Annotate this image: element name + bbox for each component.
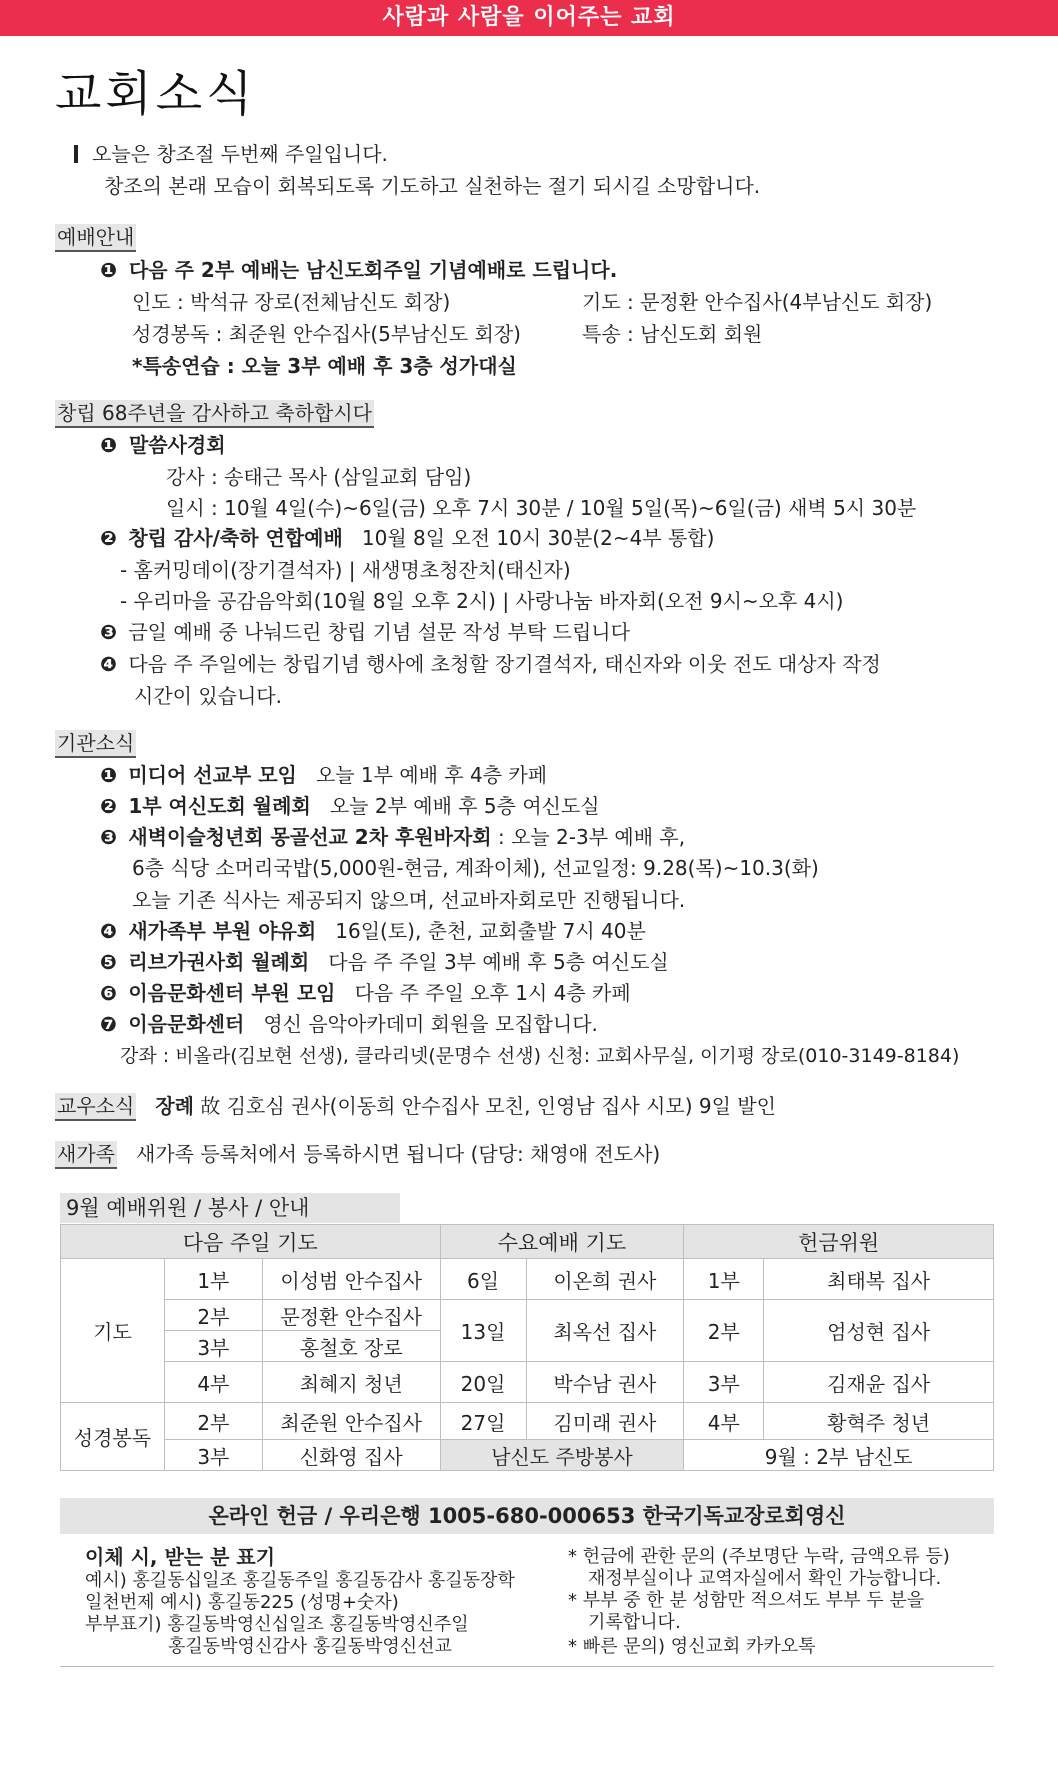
member-news-kind: 장례 <box>155 1094 194 1118</box>
worship-leader: 인도 : 박석규 장로(전체남신도 회장) <box>132 290 451 314</box>
intro-line-1 <box>74 140 388 168</box>
table-cell: 2부 <box>164 1403 262 1440</box>
org-item <box>100 948 669 976</box>
table-cell: 27일 <box>440 1403 526 1440</box>
org-item-text: 16일(토), 춘천, 교회출발 7시 40분 <box>335 919 646 943</box>
table-cell: 문정환 안수집사 <box>262 1300 440 1331</box>
transfer-example-2: 일천번제 예시) 홍길동225 (성명+숫자) <box>85 1592 399 1613</box>
transfer-example-3: 부부표기) 홍길동박영신십일조 홍길동박영신주일 <box>85 1614 469 1635</box>
bullet-number: ❷ <box>100 794 117 818</box>
offering-note-1: * 헌금에 관한 문의 (주보명단 누락, 금액오류 등) <box>568 1546 950 1567</box>
table-cell: 1부 <box>684 1259 764 1300</box>
org-item-text: : 오늘 2-3부 예배 후, <box>497 825 686 849</box>
table-cell: 신화영 집사 <box>262 1440 440 1471</box>
transfer-example-4: 홍길동박영신감사 홍길동박영신선교 <box>168 1636 452 1657</box>
table-cell: 4부 <box>164 1362 262 1403</box>
table-cell: 6일 <box>440 1259 526 1300</box>
col-header-offering: 헌금위원 <box>684 1225 994 1259</box>
org-item-title: 1부 여신도회 월례회 <box>128 794 311 818</box>
anniv-item-2-when: 10월 8일 오전 10시 30분(2~4부 통합) <box>361 526 715 550</box>
table-cell: 박수남 권사 <box>526 1362 684 1403</box>
page-title: 교회소식 <box>55 66 257 122</box>
org-item <box>100 979 631 1007</box>
member-news <box>55 1092 776 1121</box>
org-item-title: 리브가권사회 월례회 <box>128 950 310 974</box>
anniv-item-2-line-b: - 우리마을 공감음악회(10월 8일 오후 2시) | 사랑나눔 바자회(오전 9시~오후 4시) <box>120 589 844 613</box>
table-row <box>61 1362 994 1403</box>
section-label-worship: 예배안내 <box>55 224 136 252</box>
bullet-number: ❼ <box>100 1012 117 1036</box>
table-cell: 최옥선 집사 <box>526 1300 684 1362</box>
bullet-number: ❺ <box>100 950 117 974</box>
section-label-newcomer: 새가족 <box>55 1141 117 1169</box>
table-row <box>61 1440 994 1471</box>
anniv-schedule: 일시 : 10월 4일(수)~6일(금) 오후 7시 30분 / 10월 5일(목)~6일(금) 새벽 5시 30분 <box>166 496 917 520</box>
table-cell: 3부 <box>164 1440 262 1471</box>
table-cell: 최준원 안수집사 <box>262 1403 440 1440</box>
table-cell: 김미래 권사 <box>526 1403 684 1440</box>
table-cell: 엄성현 집사 <box>764 1300 994 1362</box>
bullet-number: ❶ <box>100 258 117 282</box>
schedule-heading: 9월 예배위원 / 봉사 / 안내 <box>60 1193 400 1223</box>
table-row <box>61 1403 994 1440</box>
table-cell: 최태복 집사 <box>764 1259 994 1300</box>
table-cell: 4부 <box>684 1403 764 1440</box>
section-label-org: 기관소식 <box>55 730 136 758</box>
org-item-title: 이음문화센터 <box>128 1012 245 1036</box>
org-item <box>100 823 685 851</box>
table-cell: 3부 <box>164 1331 262 1362</box>
org-item-text: 오늘 2부 예배 후 5층 여신도실 <box>329 794 600 818</box>
bullet-number: ❻ <box>100 981 117 1005</box>
org-item-text: 다음 주 주일 오후 1시 4층 카페 <box>354 981 631 1005</box>
anniv-item-1-title <box>100 431 226 459</box>
bullet-bar <box>74 145 78 163</box>
anniv-item-1-text: 말씀사경회 <box>128 433 226 457</box>
worship-prayer: 기도 : 문정환 안수집사(4부남신도 회장) <box>582 290 933 314</box>
bullet-number: ❹ <box>100 919 117 943</box>
anniv-item-2-title: 창립 감사/축하 연합예배 <box>128 526 343 550</box>
org-item-title: 새가족부 부원 야유회 <box>128 919 317 943</box>
worship-reading: 성경봉독 : 최준원 안수집사(5부남신도 회장) <box>132 322 521 346</box>
worship-headline-text: 다음 주 2부 예배는 남신도회주일 기념예배로 드립니다. <box>128 258 618 282</box>
anniv-item-2-line-a: - 홈커밍데이(장기결석자) | 새생명초청잔치(태신자) <box>120 558 571 582</box>
online-offering-bar: 온라인 헌금 / 우리은행 1005-680-000653 한국기독교장로회영신 <box>60 1498 994 1534</box>
worship-headline <box>100 256 617 284</box>
transfer-example-1: 예시) 홍길동십일조 홍길동주일 홍길동감사 홍길동장학 <box>85 1570 515 1591</box>
org-item-3-line-2: 6층 식당 소머리국밥(5,000원-현금, 계좌이체), 선교일정: 9.28(목)~10.3(화) <box>132 856 819 880</box>
bullet-number: ❸ <box>100 620 117 644</box>
table-cell: 2부 <box>684 1300 764 1362</box>
table-cell: 1부 <box>164 1259 262 1300</box>
worship-song-practice: *특송연습 : 오늘 3부 예배 후 3층 성가대실 <box>132 354 517 378</box>
top-banner: 사람과 사람을 이어주는 교회 <box>0 0 1058 36</box>
org-item-7-line-2: 강좌 : 비올라(김보현 선생), 클라리넷(문명수 선생) 신청: 교회사무실, 이기평 장로(010-3149-8184) <box>120 1045 960 1067</box>
row-label-reading: 성경봉독 <box>61 1403 165 1471</box>
anniv-speaker: 강사 : 송태근 목사 (삼일교회 담임) <box>166 465 472 489</box>
intro-line-2: 창조의 본래 모습이 회복되도록 기도하고 실천하는 절기 되시길 소망합니다. <box>104 174 761 198</box>
kitchen-label: 남신도 주방봉사 <box>440 1440 684 1471</box>
table-cell: 2부 <box>164 1300 262 1331</box>
newcomer-news <box>55 1140 660 1169</box>
org-item-3-line-3: 오늘 기존 식사는 제공되지 않으며, 선교바자회로만 진행됩니다. <box>132 888 686 912</box>
divider <box>60 1666 994 1667</box>
anniv-item-4-cont: 시간이 있습니다. <box>134 684 282 708</box>
org-item-text: 영신 음악아카데미 회원을 모집합니다. <box>263 1012 598 1036</box>
offering-note-2: 재정부실이나 교역자실에서 확인 가능합니다. <box>588 1568 942 1589</box>
transfer-note-title: 이체 시, 받는 분 표기 <box>85 1545 276 1569</box>
table-cell: 20일 <box>440 1362 526 1403</box>
org-item <box>100 1010 598 1038</box>
worship-special-song: 특송 : 남신도회 회원 <box>582 322 763 346</box>
col-header-wednesday: 수요예배 기도 <box>440 1225 684 1259</box>
section-label-member: 교우소식 <box>55 1093 136 1121</box>
table-cell: 이온희 권사 <box>526 1259 684 1300</box>
offering-note-4: 기록합니다. <box>588 1612 681 1633</box>
org-item <box>100 917 646 945</box>
anniv-item-3-text: 금일 예배 중 나눠드린 창립 기념 설문 작성 부탁 드립니다 <box>128 620 630 644</box>
table-cell: 13일 <box>440 1300 526 1362</box>
bullet-number: ❷ <box>100 526 117 550</box>
col-header-prayer: 다음 주일 기도 <box>61 1225 441 1259</box>
member-news-text: 故 김호심 권사(이동희 안수집사 모친, 인영남 집사 시모) 9일 발인 <box>200 1094 776 1118</box>
table-cell: 홍철호 장로 <box>262 1331 440 1362</box>
bullet-number: ❶ <box>100 433 117 457</box>
table-cell: 김재윤 집사 <box>764 1362 994 1403</box>
table-row <box>61 1259 994 1300</box>
org-item-text: 오늘 1부 예배 후 4층 카페 <box>315 763 548 787</box>
org-item <box>100 792 600 820</box>
table-header-row <box>61 1225 994 1259</box>
kitchen-value: 9월 : 2부 남신도 <box>684 1440 994 1471</box>
anniv-item-3 <box>100 618 630 646</box>
org-item-text: 다음 주 주일 3부 예배 후 5층 여신도실 <box>328 950 669 974</box>
table-cell: 이성범 안수집사 <box>262 1259 440 1300</box>
anniv-item-2 <box>100 524 714 552</box>
row-label-prayer: 기도 <box>61 1259 165 1403</box>
table-cell: 최혜지 청년 <box>262 1362 440 1403</box>
section-label-anniversary: 창립 68주년을 감사하고 축하합시다 <box>55 400 374 428</box>
table-cell: 황혁주 청년 <box>764 1403 994 1440</box>
offering-note-5: * 빠른 문의) 영신교회 카카오톡 <box>568 1636 816 1657</box>
table-row <box>61 1300 994 1331</box>
anniv-item-4-text: 다음 주 주일에는 창립기념 행사에 초청할 장기결석자, 태신자와 이웃 전도 대상자 작정 <box>128 652 881 676</box>
table-cell: 3부 <box>684 1362 764 1403</box>
anniv-item-4 <box>100 650 881 678</box>
org-item-title: 이음문화센터 부원 모임 <box>128 981 336 1005</box>
bullet-number: ❸ <box>100 825 117 849</box>
bullet-number: ❶ <box>100 763 117 787</box>
intro-text-1: 오늘은 창조절 두번째 주일입니다. <box>92 142 388 166</box>
offering-note-3: * 부부 중 한 분 성함만 적으셔도 부부 두 분을 <box>568 1590 925 1611</box>
org-item <box>100 761 547 789</box>
newcomer-text: 새가족 등록처에서 등록하시면 됩니다 (담당: 채영애 전도사) <box>136 1142 661 1166</box>
bullet-number: ❹ <box>100 652 117 676</box>
org-item-title: 새벽이슬청년회 몽골선교 2차 후원바자회 <box>128 825 492 849</box>
schedule-table <box>60 1224 994 1471</box>
org-item-title: 미디어 선교부 모임 <box>128 763 297 787</box>
